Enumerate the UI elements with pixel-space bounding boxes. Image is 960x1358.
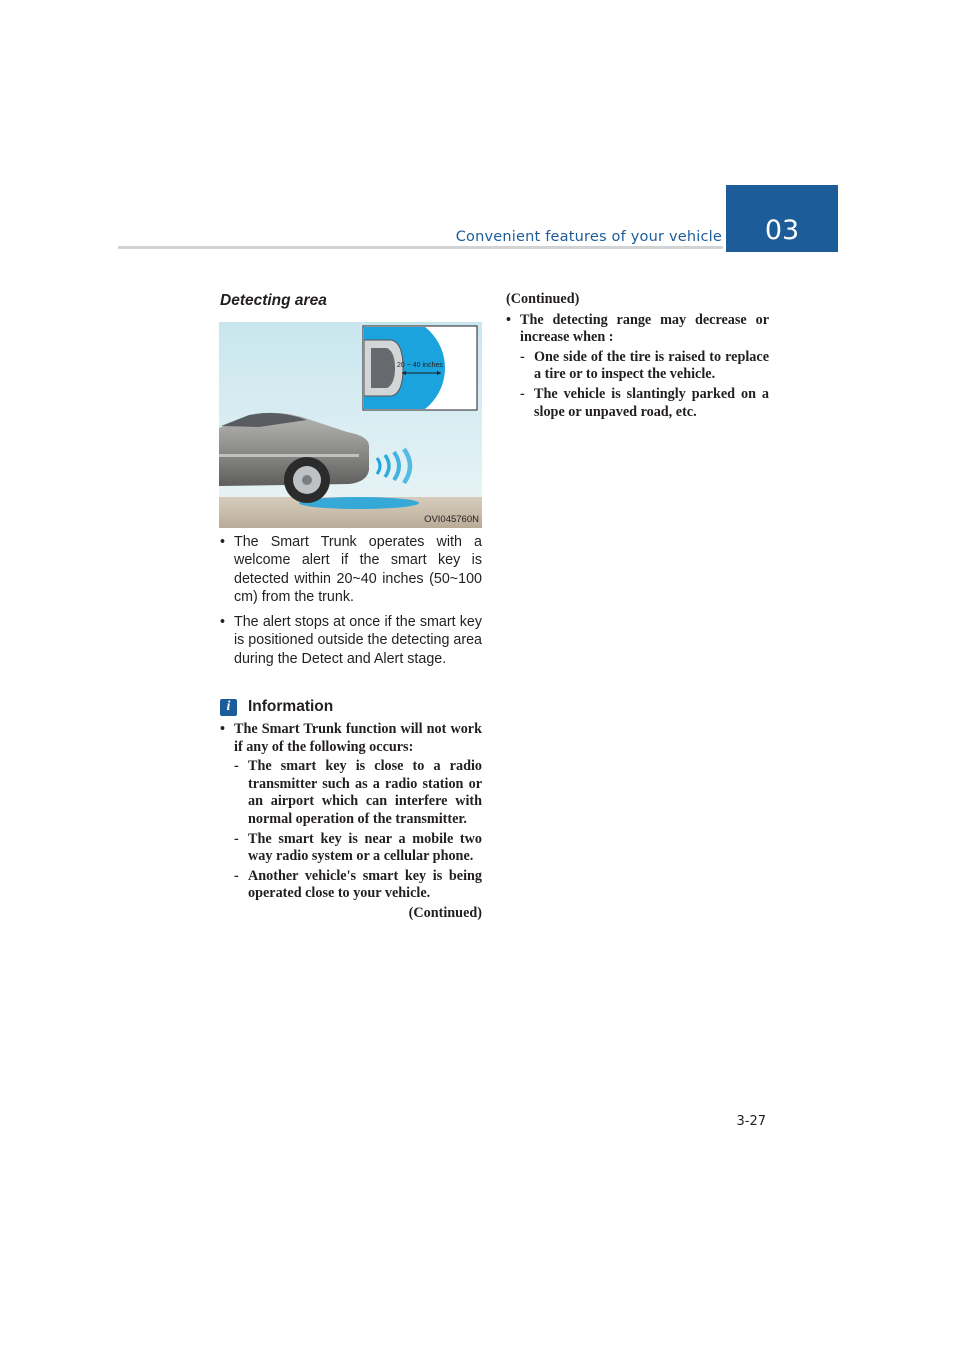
information-heading <box>220 697 333 717</box>
information-title: Information <box>248 698 334 715</box>
continued-note: (Continued) <box>506 291 580 307</box>
list-item: • The Smart Trunk operates with a welcome alert if the smart key is detected within 20~40 inches (50~100 cm) from the trunk. <box>220 533 482 606</box>
info-sub-item: - The smart key is near a mobile two way radio system or a cellular phone. <box>220 831 482 866</box>
detecting-area-illustration <box>219 322 482 528</box>
car-detection-drawing <box>219 322 482 528</box>
info-bullet: • The detecting range may decrease or increase when : <box>506 312 769 347</box>
header-rule <box>118 246 723 249</box>
distance-label: 20 ~ 40 inches <box>397 362 443 369</box>
chapter-tab <box>726 185 838 252</box>
detecting-area-bullets <box>220 533 482 675</box>
list-item: • The alert stops at once if the smart key is positioned outside the detecting area during the Detect and Alert stage. <box>220 613 482 668</box>
continued-note: (Continued) <box>408 904 482 921</box>
section-heading: Detecting area <box>220 292 327 309</box>
info-sub-item: - Another vehicle's smart key is being operated close to your vehicle. <box>220 868 482 903</box>
info-sub-item: - The vehicle is slantingly parked on a slope or unpaved road, etc. <box>506 386 769 421</box>
information-right-column <box>506 291 769 421</box>
information-left-column <box>220 721 482 923</box>
info-icon: i <box>220 699 237 716</box>
page-number: 3-27 <box>736 1114 766 1129</box>
figure-code: OVI045760N <box>424 514 479 525</box>
info-sub-item: - The smart key is close to a radio transmitter such as a radio station or an airport which can interfere with normal operation of the transmitter. <box>220 758 482 828</box>
info-sub-item: - One side of the tire is raised to replace a tire or to inspect the vehicle. <box>506 349 769 384</box>
running-header-title: Convenient features of your vehicle <box>455 229 722 245</box>
info-bullet: • The Smart Trunk function will not work if any of the following occurs: <box>220 721 482 756</box>
chapter-number: 03 <box>764 215 800 246</box>
